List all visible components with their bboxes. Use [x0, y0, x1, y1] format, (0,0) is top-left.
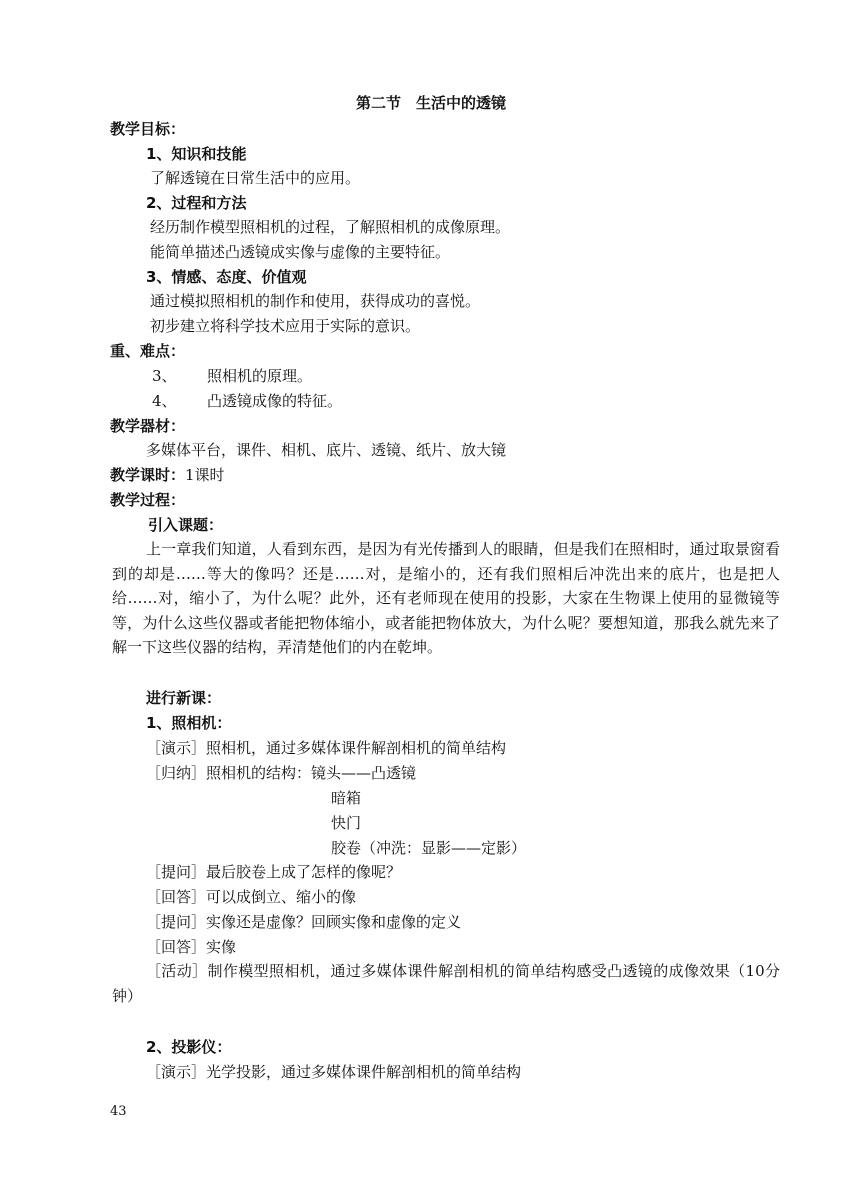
structure-item: 胶卷（冲洗：显影——定影） — [331, 839, 527, 857]
hours-line — [110, 465, 225, 485]
goals-heading: 教学目标： — [110, 120, 186, 138]
goal2-line: 能简单描述凸透镜成实像与虚像的主要特征。 — [150, 243, 451, 261]
qa-line: ［回答］实像 — [146, 938, 237, 956]
hours-text: 1课时 — [185, 466, 225, 484]
equipment-heading: 教学器材： — [110, 417, 186, 435]
camera-summary-line: ［归纳］照相机的结构：镜头——凸透镜 — [146, 764, 417, 782]
camera-demo-line: ［演示］照相机，通过多媒体课件解剖相机的简单结构 — [146, 739, 507, 757]
page-number: 43 — [110, 1104, 127, 1119]
projector-heading: 2、投影仪： — [146, 1038, 232, 1056]
qa-line: ［回答］可以成倒立、缩小的像 — [146, 888, 357, 906]
new-lesson-heading: 进行新课： — [146, 689, 222, 707]
goal2-line: 经历制作模型照相机的过程，了解照相机的成像原理。 — [150, 218, 511, 236]
qa-line: ［提问］最后胶卷上成了怎样的像呢？ — [146, 863, 402, 881]
equipment-text: 多媒体平台，课件、相机、底片、透镜、纸片、放大镜 — [146, 441, 507, 459]
key-points-heading: 重、难点： — [110, 342, 186, 360]
process-heading: 教学过程： — [110, 491, 186, 509]
goal3-line: 通过模拟照相机的制作和使用，获得成功的喜悦。 — [150, 292, 481, 310]
goal1-heading: 1、知识和技能 — [146, 145, 247, 163]
hours-heading: 教学课时： — [110, 466, 186, 484]
goal3-line: 初步建立将科学技术应用于实际的意识。 — [150, 317, 421, 335]
qa-line: ［提问］实像还是虚像？回顾实像和虚像的定义 — [146, 913, 462, 931]
goal2-heading: 2、过程和方法 — [146, 194, 247, 212]
goal1-line: 了解透镜在日常生活中的应用。 — [150, 169, 361, 187]
structure-item: 快门 — [331, 814, 362, 832]
camera-heading: 1、照相机： — [146, 714, 232, 732]
goal3-heading: 3、情感、态度、价值观 — [146, 268, 307, 286]
activity-paragraph: ［活动］制作模型照相机，通过多媒体课件解剖相机的简单结构感受凸透镜的成像效果（10分钟） — [112, 962, 780, 1005]
intro-paragraph: 上一章我们知道，人看到东西，是因为有光传播到人的眼睛，但是我们在照相时，通过取景窗看到的却是……等大的像吗？还是……对，是缩小的，还有我们照相后冲洗出来的底片，也是把人给……对，缩小了，为什么呢？此外，还有老师现在使用的投影，大家在生物课上使用的显微镜等等，为什么这些仪器或者能把物体缩小，或者能把物体放大，为什么呢？要想知道，那我么就先来了解一下这些仪器的结构，弄清楚他们的内在乾坤。 — [112, 540, 780, 656]
projector-demo-line: ［演示］光学投影，通过多媒体课件解剖相机的简单结构 — [146, 1063, 522, 1081]
intro-heading: 引入课题： — [148, 516, 224, 534]
key-point-text: 凸透镜成像的特征。 — [207, 392, 343, 410]
key-point-number: 3、 — [152, 367, 177, 385]
key-point-text: 照相机的原理。 — [207, 367, 313, 385]
section-title: 第二节 生活中的透镜 — [356, 94, 507, 112]
key-point-number: 4、 — [152, 392, 177, 410]
structure-item: 暗箱 — [331, 789, 362, 807]
